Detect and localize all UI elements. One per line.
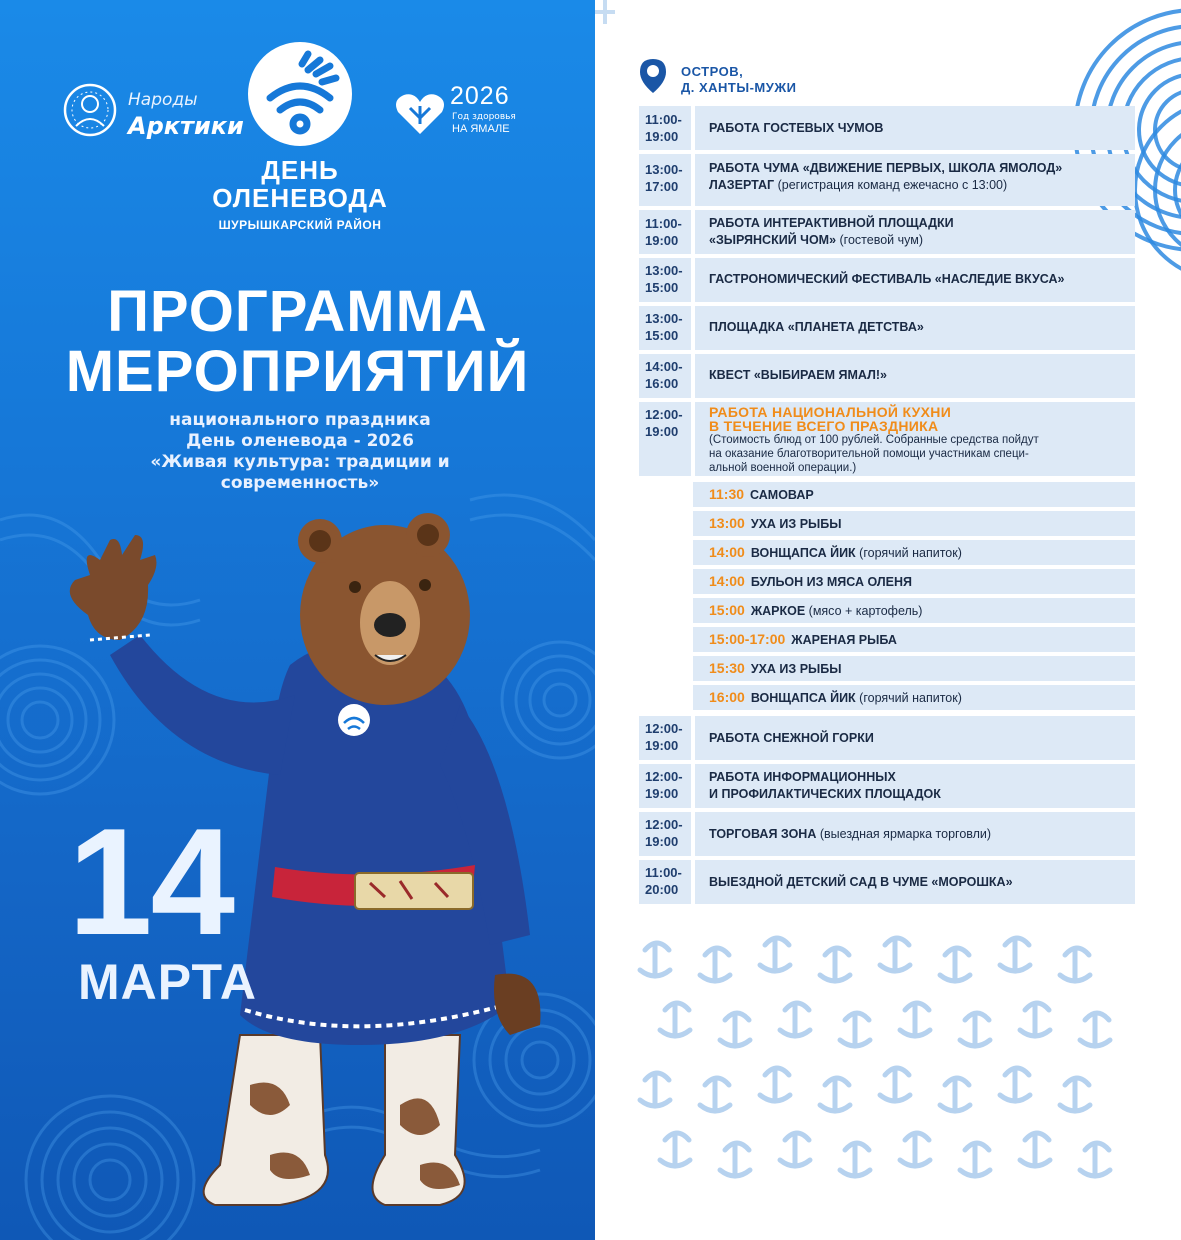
time-start: 13:00- bbox=[645, 263, 683, 278]
event-title: ТОРГОВАЯ ЗОНА bbox=[709, 827, 817, 841]
event-title: ПЛОЩАДКА «ПЛАНЕТА ДЕТСТВА» bbox=[709, 320, 924, 334]
arctic-logo-line2: Арктики bbox=[128, 112, 244, 140]
arctic-logo-line1: Народы bbox=[128, 90, 198, 110]
menu-dish: ЖАРЕНАЯ РЫБА bbox=[791, 633, 897, 647]
time-start: 12:00- bbox=[645, 769, 683, 784]
event-logo-title bbox=[170, 156, 430, 212]
menu-note: (мясо + картофель) bbox=[808, 604, 923, 618]
time-end: 17:00 bbox=[645, 179, 679, 194]
row-time bbox=[639, 306, 691, 350]
menu-note: (горячий напиток) bbox=[859, 546, 962, 560]
schedule-row bbox=[639, 306, 1135, 350]
time-start: 13:00- bbox=[645, 162, 683, 177]
event-title: ГАСТРОНОМИЧЕСКИЙ ФЕСТИВАЛЬ «НАСЛЕДИЕ ВКУСА» bbox=[709, 272, 1065, 286]
event-title: РАБОТА ГОСТЕВЫХ ЧУМОВ bbox=[709, 121, 884, 135]
kitchen-title-2: В ТЕЧЕНИЕ ВСЕГО ПРАЗДНИКА bbox=[709, 418, 939, 434]
time-end: 19:00 bbox=[645, 786, 679, 801]
menu-item bbox=[693, 540, 1135, 565]
time-end: 19:00 bbox=[645, 129, 679, 144]
time-end: 15:00 bbox=[645, 328, 679, 343]
time-start: 12:00- bbox=[645, 721, 683, 736]
location-line2: Д. ХАНТЫ-МУЖИ bbox=[681, 80, 797, 95]
schedule-row bbox=[639, 258, 1135, 302]
event-title: РАБОТА СНЕЖНОЙ ГОРКИ bbox=[709, 731, 874, 745]
menu-dish: САМОВАР bbox=[750, 488, 814, 502]
time-start: 11:00- bbox=[645, 216, 682, 231]
time-end: 19:00 bbox=[645, 424, 679, 439]
row-event bbox=[695, 716, 1135, 760]
row-event bbox=[695, 106, 1135, 150]
menu-time: 15:00-17:00 bbox=[709, 631, 786, 647]
heart-icon bbox=[394, 92, 446, 136]
row-event bbox=[695, 154, 1135, 206]
arctic-emblem-icon bbox=[62, 82, 118, 138]
menu-time: 14:00 bbox=[709, 544, 745, 560]
time-start: 12:00- bbox=[645, 817, 683, 832]
time-end: 15:00 bbox=[645, 280, 679, 295]
row-time bbox=[639, 210, 691, 254]
schedule-row bbox=[639, 812, 1135, 856]
row-time bbox=[639, 106, 691, 150]
event-title-2: И ПРОФИЛАКТИЧЕСКИХ ПЛОЩАДОК bbox=[709, 787, 941, 801]
time-start: 11:00- bbox=[645, 865, 682, 880]
event-note: (гостевой чум) bbox=[839, 233, 923, 247]
program-title-line2: МЕРОПРИЯТИЙ bbox=[65, 339, 530, 404]
time-end: 19:00 bbox=[645, 233, 679, 248]
menu-dish: БУЛЬОН ИЗ МЯСА ОЛЕНЯ bbox=[750, 575, 913, 589]
menu-dish: УХА ИЗ РЫБЫ bbox=[750, 517, 842, 531]
event-note: (регистрация команд ежечасно с 13:00) bbox=[777, 178, 1008, 192]
time-start: 12:00- bbox=[645, 407, 683, 422]
schedule-row bbox=[639, 106, 1135, 150]
event-title: КВЕСТ «ВЫБИРАЕМ ЯМАЛ!» bbox=[709, 368, 887, 382]
row-time bbox=[639, 860, 691, 904]
menu-note: (горячий напиток) bbox=[859, 691, 962, 705]
row-event bbox=[695, 306, 1135, 350]
time-start: 14:00- bbox=[645, 359, 683, 374]
event-title: ВЫЕЗДНОЙ ДЕТСКИЙ САД В ЧУМЕ «МОРОШКА» bbox=[709, 875, 1013, 889]
year-of-health-logo bbox=[394, 82, 534, 142]
district-name: ШУРЫШКАРСКИЙ РАЙОН bbox=[218, 218, 382, 232]
time-end: 20:00 bbox=[645, 882, 679, 897]
row-time bbox=[639, 258, 691, 302]
menu-dish: ВОНЩАПСА ЙИК bbox=[750, 691, 856, 705]
menu-item bbox=[693, 482, 1135, 507]
row-event bbox=[695, 812, 1135, 856]
schedule-row bbox=[639, 860, 1135, 904]
program-title-line1: ПРОГРАММА bbox=[107, 279, 488, 344]
menu-time: 16:00 bbox=[709, 689, 745, 705]
menu-time: 15:30 bbox=[709, 660, 745, 676]
menu-dish: УХА ИЗ РЫБЫ bbox=[750, 662, 842, 676]
row-event bbox=[695, 354, 1135, 398]
row-time bbox=[639, 154, 691, 206]
menu-time: 13:00 bbox=[709, 515, 745, 531]
event-title: РАБОТА ИНТЕРАКТИВНОЙ ПЛОЩАДКИ bbox=[709, 216, 954, 230]
subtitle-line1: национального праздника bbox=[169, 410, 431, 430]
event-note: (выездная ярмарка торговли) bbox=[819, 827, 992, 841]
subtitle-line3: «Живая культура: традиции и bbox=[150, 452, 450, 472]
location-line1: ОСТРОВ, bbox=[681, 64, 744, 79]
row-time bbox=[639, 402, 691, 476]
event-logo-title-line1: ДЕНЬ bbox=[261, 155, 339, 185]
row-event bbox=[695, 402, 1135, 476]
year-logo-line1: Год здоровья bbox=[452, 112, 516, 122]
menu-item bbox=[693, 627, 1135, 652]
event-title: РАБОТА ЧУМА «ДВИЖЕНИЕ ПЕРВЫХ, ШКОЛА ЯМОЛОД» bbox=[709, 161, 1063, 175]
kitchen-note-line2: на оказание благотворительной помощи участникам специ- bbox=[709, 448, 1029, 460]
schedule-row bbox=[639, 354, 1135, 398]
menu-item bbox=[693, 656, 1135, 681]
reindeer-herder-day-logo-icon bbox=[246, 40, 354, 148]
menu-dish: ВОНЩАПСА ЙИК bbox=[750, 546, 856, 560]
narody-arktiki-logo bbox=[62, 80, 244, 150]
row-event bbox=[695, 860, 1135, 904]
time-end: 16:00 bbox=[645, 376, 679, 391]
schedule-row bbox=[639, 716, 1135, 760]
row-time bbox=[639, 354, 691, 398]
menu-item bbox=[693, 685, 1135, 710]
event-logo-title-line2: ОЛЕНЕВОДА bbox=[212, 183, 388, 213]
menu-item bbox=[693, 511, 1135, 536]
time-start: 11:00- bbox=[645, 112, 682, 127]
menu-item bbox=[693, 598, 1135, 623]
subtitle-line2: День оленевода - 2026 bbox=[186, 431, 414, 451]
schedule-row-kitchen bbox=[639, 402, 1135, 476]
event-title: РАБОТА ИНФОРМАЦИОННЫХ bbox=[709, 770, 896, 784]
kitchen-title: РАБОТА НАЦИОНАЛЬНОЙ КУХНИ bbox=[709, 404, 952, 420]
schedule-row bbox=[639, 764, 1135, 808]
time-end: 19:00 bbox=[645, 834, 679, 849]
menu-dish: ЖАРКОЕ bbox=[750, 604, 806, 618]
menu-time: 14:00 bbox=[709, 573, 745, 589]
year-logo-year: 2026 bbox=[450, 82, 510, 110]
schedule-panel bbox=[595, 0, 1181, 1240]
schedule-row bbox=[639, 154, 1135, 206]
row-time bbox=[639, 812, 691, 856]
event-date-day: 14 bbox=[68, 797, 234, 967]
program-subtitle bbox=[120, 410, 480, 494]
program-title bbox=[20, 279, 575, 404]
event-title-2: «ЗЫРЯНСКИЙ ЧОМ» bbox=[709, 233, 837, 247]
location-pin-icon bbox=[639, 58, 667, 94]
menu-item bbox=[693, 569, 1135, 594]
row-time bbox=[639, 764, 691, 808]
row-event bbox=[695, 210, 1135, 254]
schedule-row bbox=[639, 210, 1135, 254]
kitchen-note-line3: альной военной операции.) bbox=[709, 462, 857, 474]
year-logo-line2: НА ЯМАЛЕ bbox=[452, 123, 510, 135]
menu-time: 15:00 bbox=[709, 602, 745, 618]
row-time bbox=[639, 716, 691, 760]
kitchen-note-line1: (Стоимость блюд от 100 рублей. Собранные средства пойдут bbox=[709, 434, 1039, 446]
row-event bbox=[695, 764, 1135, 808]
event-title-2: ЛАЗЕРТАГ bbox=[709, 178, 775, 192]
event-location bbox=[639, 56, 919, 100]
menu-time: 11:30 bbox=[709, 486, 745, 502]
event-date-month: МАРТА bbox=[78, 954, 257, 1010]
time-end: 19:00 bbox=[645, 738, 679, 753]
row-event bbox=[695, 258, 1135, 302]
time-start: 13:00- bbox=[645, 311, 683, 326]
subtitle-line4: современность» bbox=[220, 473, 380, 493]
